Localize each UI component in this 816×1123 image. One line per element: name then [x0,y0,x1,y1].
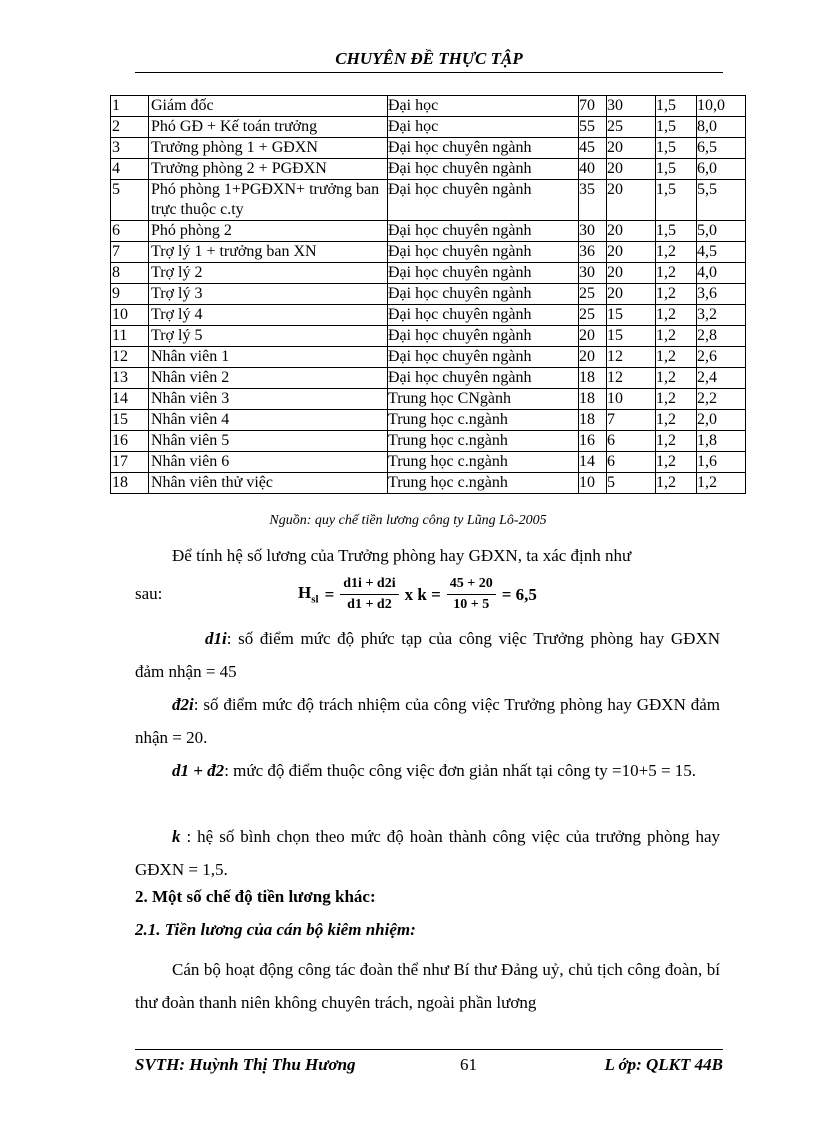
cell-responsibility-score: 5 [607,473,656,494]
cell-stt: 16 [111,431,149,452]
cell-coefficient-k: 1,2 [656,284,697,305]
section-heading-2-1: 2.1. Tiền lương của cán bộ kiêm nhiệm: [135,920,416,939]
cell-education: Đại học chuyên ngành [388,347,579,368]
cell-coefficient-k: 1,2 [656,305,697,326]
table-row [111,389,746,410]
cell-stt: 4 [111,159,149,180]
formula-fraction-numeric: $\frac{45 + 20}{10 + 5}$ [447,576,496,613]
cell-position: Phó GĐ + Kế toán trưởng [149,117,388,138]
cell-education: Đại học chuyên ngành [388,284,579,305]
cell-position: Trợ lý 4 [149,305,388,326]
cell-salary-coefficient: 5,5 [697,180,746,221]
table-row [111,180,746,221]
cell-stt: 12 [111,347,149,368]
cell-position: Trợ lý 2 [149,263,388,284]
concurrent-staff-paragraph: Cán bộ hoạt động công tác đoàn thể như Bí thư Đảng uỷ, chủ tịch công đoàn, bí thư đoàn thanh niên không chuyên trách, ngoài phần lương [135,960,720,1012]
salary-formula [298,576,537,613]
cell-education: Đại học [388,117,579,138]
table-row [111,159,746,180]
cell-position: Nhân viên 5 [149,431,388,452]
cell-stt: 17 [111,452,149,473]
formula-lhs: $H_{sl}$ [298,583,319,606]
cell-stt: 18 [111,473,149,494]
cell-education: Trung học c.ngành [388,431,579,452]
cell-coefficient-k: 1,2 [656,389,697,410]
table-row [111,117,746,138]
cell-stt: 8 [111,263,149,284]
cell-complexity-score: 18 [579,410,607,431]
cell-stt: 10 [111,305,149,326]
formula-fraction-symbolic: $\frac{d1i + d2i}{d1 + d2}$ [340,576,398,613]
cell-education: Đại học chuyên ngành [388,180,579,221]
cell-complexity-score: 30 [579,263,607,284]
cell-coefficient-k: 1,5 [656,159,697,180]
intro-paragraph: Để tính hệ số lương của Trưởng phòng hay GĐXN, ta xác định như [172,546,632,565]
cell-responsibility-score: 7 [607,410,656,431]
cell-complexity-score: 36 [579,242,607,263]
cell-stt: 6 [111,221,149,242]
cell-responsibility-score: 15 [607,326,656,347]
cell-education: Trung học c.ngành [388,410,579,431]
cell-education: Đại học chuyên ngành [388,368,579,389]
cell-stt: 13 [111,368,149,389]
cell-salary-coefficient: 1,2 [697,473,746,494]
cell-coefficient-k: 1,2 [656,410,697,431]
cell-salary-coefficient: 1,8 [697,431,746,452]
table-row [111,263,746,284]
cell-responsibility-score: 12 [607,347,656,368]
cell-stt: 2 [111,117,149,138]
cell-responsibility-score: 20 [607,221,656,242]
cell-position: Nhân viên 1 [149,347,388,368]
cell-coefficient-k: 1,5 [656,138,697,159]
cell-position: Nhân viên 6 [149,452,388,473]
cell-complexity-score: 40 [579,159,607,180]
cell-coefficient-k: 1,2 [656,431,697,452]
table-row [111,305,746,326]
cell-coefficient-k: 1,2 [656,242,697,263]
cell-salary-coefficient: 2,8 [697,326,746,347]
cell-position: Phó phòng 1+PGĐXN+ trưởng ban trực thuộc c.ty [149,180,388,221]
cell-responsibility-score: 20 [607,138,656,159]
definition-d1i: d1i: số điểm mức độ phức tạp của công việc Trưởng phòng hay GĐXN đảm nhận = 45 [135,629,720,681]
cell-coefficient-k: 1,5 [656,96,697,117]
cell-position: Giám đốc [149,96,388,117]
formula-label: sau: [135,584,163,603]
cell-position: Nhân viên 4 [149,410,388,431]
cell-responsibility-score: 20 [607,242,656,263]
cell-position: Trưởng phòng 2 + PGĐXN [149,159,388,180]
cell-responsibility-score: 20 [607,284,656,305]
cell-salary-coefficient: 8,0 [697,117,746,138]
table-row [111,452,746,473]
cell-coefficient-k: 1,2 [656,263,697,284]
cell-stt: 3 [111,138,149,159]
cell-stt: 14 [111,389,149,410]
cell-education: Trung học CNgành [388,389,579,410]
cell-salary-coefficient: 4,0 [697,263,746,284]
cell-complexity-score: 10 [579,473,607,494]
cell-position: Nhân viên 3 [149,389,388,410]
cell-responsibility-score: 6 [607,452,656,473]
cell-education: Đại học chuyên ngành [388,263,579,284]
table-row [111,242,746,263]
cell-salary-coefficient: 5,0 [697,221,746,242]
cell-salary-coefficient: 2,2 [697,389,746,410]
table-row [111,473,746,494]
formula-result: = 6,5 [501,584,537,604]
formula-equals: = [324,584,335,604]
cell-salary-coefficient: 10,0 [697,96,746,117]
cell-coefficient-k: 1,2 [656,452,697,473]
cell-salary-coefficient: 6,0 [697,159,746,180]
cell-responsibility-score: 20 [607,159,656,180]
cell-responsibility-score: 20 [607,180,656,221]
cell-position: Trưởng phòng 1 + GĐXN [149,138,388,159]
cell-coefficient-k: 1,2 [656,473,697,494]
cell-responsibility-score: 10 [607,389,656,410]
definition-k: k : hệ số bình chọn theo mức độ hoàn thành công việc của trưởng phòng hay GĐXN = 1,5. [135,827,720,879]
cell-complexity-score: 18 [579,368,607,389]
cell-responsibility-score: 20 [607,263,656,284]
cell-education: Trung học c.ngành [388,473,579,494]
cell-complexity-score: 35 [579,180,607,221]
cell-position: Trợ lý 1 + trưởng ban XN [149,242,388,263]
header-title: CHUYÊN ĐỀ THỰC TẬP [335,49,523,68]
cell-education: Đại học chuyên ngành [388,159,579,180]
cell-position: Trợ lý 5 [149,326,388,347]
table-row [111,410,746,431]
cell-salary-coefficient: 3,6 [697,284,746,305]
cell-position: Nhân viên thử việc [149,473,388,494]
table-row [111,347,746,368]
cell-salary-coefficient: 2,0 [697,410,746,431]
cell-coefficient-k: 1,2 [656,326,697,347]
cell-responsibility-score: 6 [607,431,656,452]
definition-d2i: đ2i: số điểm mức độ trách nhiệm của công việc Trưởng phòng hay GĐXN đảm nhận = 20. [135,695,720,747]
cell-complexity-score: 18 [579,389,607,410]
page-header [135,48,723,73]
cell-coefficient-k: 1,5 [656,117,697,138]
cell-education: Trung học c.ngành [388,452,579,473]
cell-education: Đại học chuyên ngành [388,221,579,242]
cell-complexity-score: 20 [579,326,607,347]
cell-salary-coefficient: 2,4 [697,368,746,389]
cell-stt: 5 [111,180,149,221]
cell-complexity-score: 45 [579,138,607,159]
cell-responsibility-score: 30 [607,96,656,117]
cell-coefficient-k: 1,2 [656,368,697,389]
cell-salary-coefficient: 4,5 [697,242,746,263]
formula-times: x k = [404,584,441,604]
cell-stt: 15 [111,410,149,431]
cell-position: Trợ lý 3 [149,284,388,305]
table-row [111,326,746,347]
cell-responsibility-score: 25 [607,117,656,138]
cell-stt: 9 [111,284,149,305]
table-row [111,368,746,389]
cell-position: Phó phòng 2 [149,221,388,242]
cell-education: Đại học [388,96,579,117]
cell-position: Nhân viên 2 [149,368,388,389]
footer-page-number: 61 [460,1055,477,1074]
cell-education: Đại học chuyên ngành [388,242,579,263]
table-row [111,431,746,452]
cell-complexity-score: 70 [579,96,607,117]
cell-responsibility-score: 12 [607,368,656,389]
table-row [111,284,746,305]
footer-class: L ớp: QLKT 44B [604,1055,723,1074]
cell-education: Đại học chuyên ngành [388,326,579,347]
footer-divider [135,1049,723,1050]
cell-complexity-score: 14 [579,452,607,473]
section-heading-2: 2. Một số chế độ tiền lương khác: [135,887,376,906]
footer-student: SVTH: Huỳnh Thị Thu Hương [135,1055,356,1074]
cell-coefficient-k: 1,2 [656,347,697,368]
table-row [111,221,746,242]
cell-complexity-score: 16 [579,431,607,452]
cell-coefficient-k: 1,5 [656,180,697,221]
cell-salary-coefficient: 3,2 [697,305,746,326]
table-source-note: Nguồn: quy chế tiền lương công ty Lũng Lô-2005 [269,513,547,528]
cell-stt: 11 [111,326,149,347]
cell-salary-coefficient: 2,6 [697,347,746,368]
cell-complexity-score: 25 [579,284,607,305]
definition-d1-d2: d1 + đ2: mức độ điểm thuộc công việc đơn giản nhất tại công ty =10+5 = 15. [172,761,697,780]
table-row [111,138,746,159]
cell-complexity-score: 20 [579,347,607,368]
cell-responsibility-score: 15 [607,305,656,326]
cell-stt: 1 [111,96,149,117]
cell-complexity-score: 55 [579,117,607,138]
cell-education: Đại học chuyên ngành [388,305,579,326]
cell-complexity-score: 30 [579,221,607,242]
table-row [111,96,746,117]
cell-education: Đại học chuyên ngành [388,138,579,159]
cell-salary-coefficient: 1,6 [697,452,746,473]
cell-complexity-score: 25 [579,305,607,326]
cell-coefficient-k: 1,5 [656,221,697,242]
cell-salary-coefficient: 6,5 [697,138,746,159]
cell-stt: 7 [111,242,149,263]
salary-coefficient-table [110,95,746,494]
